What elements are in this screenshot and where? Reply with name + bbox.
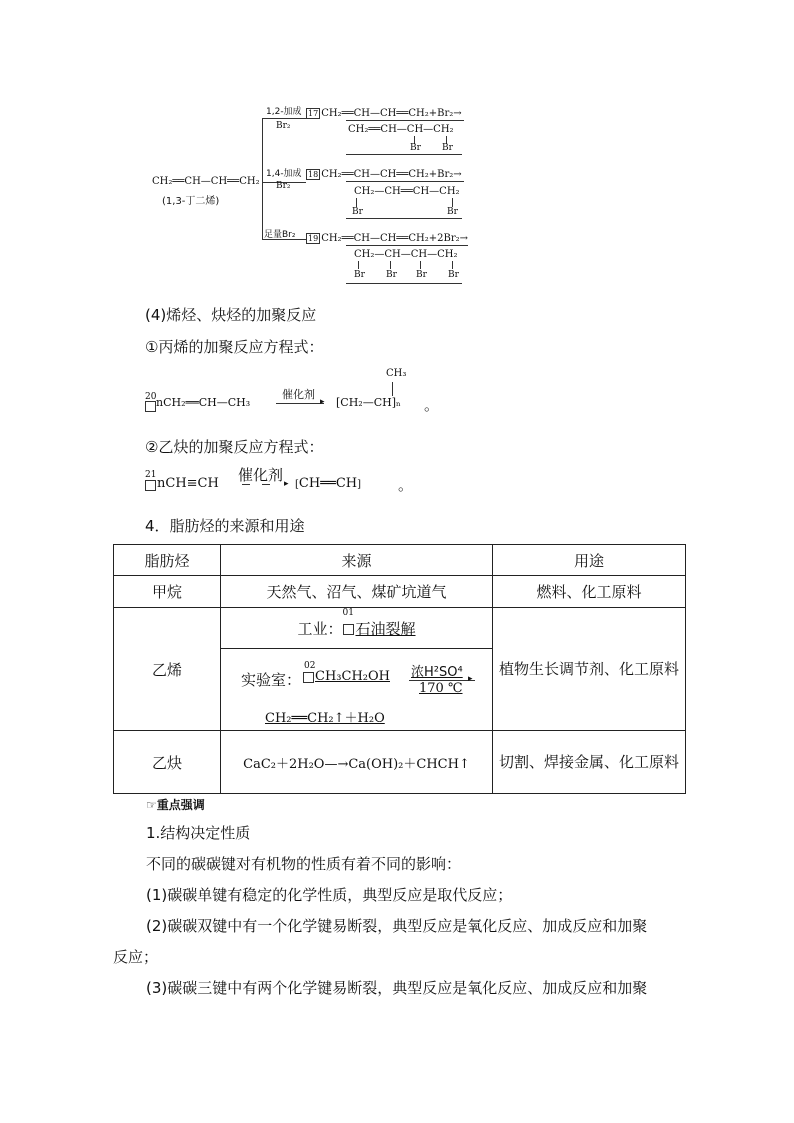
answer-number-17: 17 xyxy=(308,109,319,118)
branch1-equation-text: CH₂══CH—CH══CH₂+Br₂→ xyxy=(321,108,462,119)
emphasis-label xyxy=(146,796,205,813)
ethylene-name: 乙烯 xyxy=(114,608,221,731)
item-1: (1)碳碳单键有稳定的化学性质，典型反应是取代反应； xyxy=(146,886,513,904)
emphasis-label-text: 重点强调 xyxy=(156,798,205,812)
acetylene-name: 乙炔 xyxy=(114,731,221,794)
item-2-line-2: 反应； xyxy=(113,948,159,966)
branch3-br-4: Br xyxy=(448,270,459,280)
propene-methyl: CH₃ xyxy=(386,368,407,379)
table-row xyxy=(114,576,686,608)
answer-number-19: 19 xyxy=(308,234,319,243)
branch1-reagent: Br₂ xyxy=(276,121,291,131)
table-header-row xyxy=(114,545,686,576)
branch1-product: CH₂══CH—CH—CH₂ xyxy=(348,124,454,135)
acetylene-product-text: CH══CH xyxy=(298,476,358,491)
acetylene-end: 。 xyxy=(398,476,414,494)
ethylene-use: 植物生长调节剂、化工原料 xyxy=(493,608,686,731)
answer-box xyxy=(303,672,314,683)
lab-reagent: 浓H²SO⁴ xyxy=(411,664,463,680)
answer-number-01: 01 xyxy=(342,607,354,618)
header-hydrocarbon: 脂肪烃 xyxy=(114,545,221,576)
propene-product: [CH₂—CH]ₙ xyxy=(336,396,401,409)
ethylene-industry-source xyxy=(221,608,493,649)
butadiene-name: (1,3-丁二烯) xyxy=(162,196,220,207)
answer-box xyxy=(145,480,156,491)
table-row xyxy=(114,608,686,649)
branch2-br-1: Br xyxy=(352,207,363,217)
answer-blank xyxy=(342,607,356,638)
propene-end: 。 xyxy=(424,396,440,414)
arrow-icon: ▸ xyxy=(320,397,325,407)
section-heading: (4)烯烃、炔烃的加聚反应 xyxy=(145,306,317,324)
lab-temperature: 170 ℃ xyxy=(419,680,463,696)
acetylene-reactant: nCH≡CH xyxy=(157,476,219,491)
acetylene-source: CaC₂＋2H₂O—→Ca(OH)₂＋CHCH↑ xyxy=(221,731,493,794)
methane-source: 天然气、沼气、煤矿坑道气 xyxy=(221,576,493,608)
point-1-title: 1.结构决定性质 xyxy=(146,824,251,842)
acetylene-product: [CH══CH] xyxy=(295,476,362,491)
header-source: 来源 xyxy=(221,545,493,576)
branch1-equation xyxy=(306,108,462,119)
branch3-br-2: Br xyxy=(386,270,397,280)
intro-text: 不同的碳碳键对有机物的性质有着不同的影响： xyxy=(146,855,462,873)
answer-box xyxy=(145,401,156,412)
branch3-br-3: Br xyxy=(416,270,427,280)
branch2-equation-text: CH₂══CH—CH══CH₂+Br₂→ xyxy=(321,169,462,180)
methane-name: 甲烷 xyxy=(114,576,221,608)
branch3-br-1: Br xyxy=(354,270,365,280)
arrow-icon: ▸ xyxy=(284,479,289,489)
branch3-condition: 足量Br₂ xyxy=(264,230,296,240)
ethylene-lab-source xyxy=(221,649,493,731)
branch1-condition: 1,2-加成 xyxy=(266,107,302,117)
acetylene-title: ②乙炔的加聚反应方程式： xyxy=(145,438,324,456)
acetylene-catalyst: 催化剂 xyxy=(238,466,284,484)
branch2-equation xyxy=(306,169,462,180)
hand-icon: ☞ xyxy=(146,798,157,812)
answer-box xyxy=(343,624,354,635)
acetylene-use: 切割、焊接金属、化工原料 xyxy=(493,731,686,794)
branch3-equation xyxy=(306,233,468,244)
branch2-product: CH₂—CH══CH—CH₂ xyxy=(354,186,460,197)
branch2-br-2: Br xyxy=(447,207,458,217)
answer-number-02: 02 xyxy=(304,660,316,671)
answer-number-21: 21 xyxy=(145,470,157,480)
aliphatic-hydrocarbon-table xyxy=(113,544,686,794)
branch1-br-1: Br xyxy=(410,143,421,153)
item-2-line-1: (2)碳碳双键中有一个化学键易断裂，典型反应是氧化反应、加成反应和加聚 xyxy=(146,917,648,935)
lab-reactant: CH₃CH₂OH xyxy=(315,668,390,684)
lab-label: 实验室： xyxy=(241,670,302,689)
branch2-condition: 1,4-加成 xyxy=(266,169,302,179)
header-use: 用途 xyxy=(493,545,686,576)
butadiene-formula: CH₂══CH—CH══CH₂ xyxy=(152,176,260,187)
section-4-heading: 4．脂肪烃的来源和用途 xyxy=(145,517,305,535)
methane-use: 燃料、化工原料 xyxy=(493,576,686,608)
answer-number-18: 18 xyxy=(308,170,319,179)
propene-reactant: nCH₂══CH—CH₃ xyxy=(156,396,251,409)
branch3-equation-text: CH₂══CH—CH══CH₂+2Br₂→ xyxy=(321,233,469,244)
industry-label: 工业： xyxy=(297,619,343,638)
propene-catalyst: 催化剂 xyxy=(282,388,315,401)
propene-title: ①丙烯的加聚反应方程式： xyxy=(145,338,324,356)
branch1-br-2: Br xyxy=(442,143,453,153)
branch3-product: CH₂—CH—CH—CH₂ xyxy=(354,249,458,260)
arrow-icon: ▸ xyxy=(468,673,473,684)
table-row xyxy=(114,731,686,794)
branch2-reagent: Br₂ xyxy=(276,181,291,191)
lab-product: CH₂══CH₂↑＋H₂O xyxy=(265,710,385,726)
answer-number-20: 20 xyxy=(145,392,157,402)
industry-value: 石油裂解 xyxy=(355,619,416,638)
item-3: (3)碳碳三键中有两个化学键易断裂，典型反应是氧化反应、加成反应和加聚 xyxy=(146,979,648,997)
